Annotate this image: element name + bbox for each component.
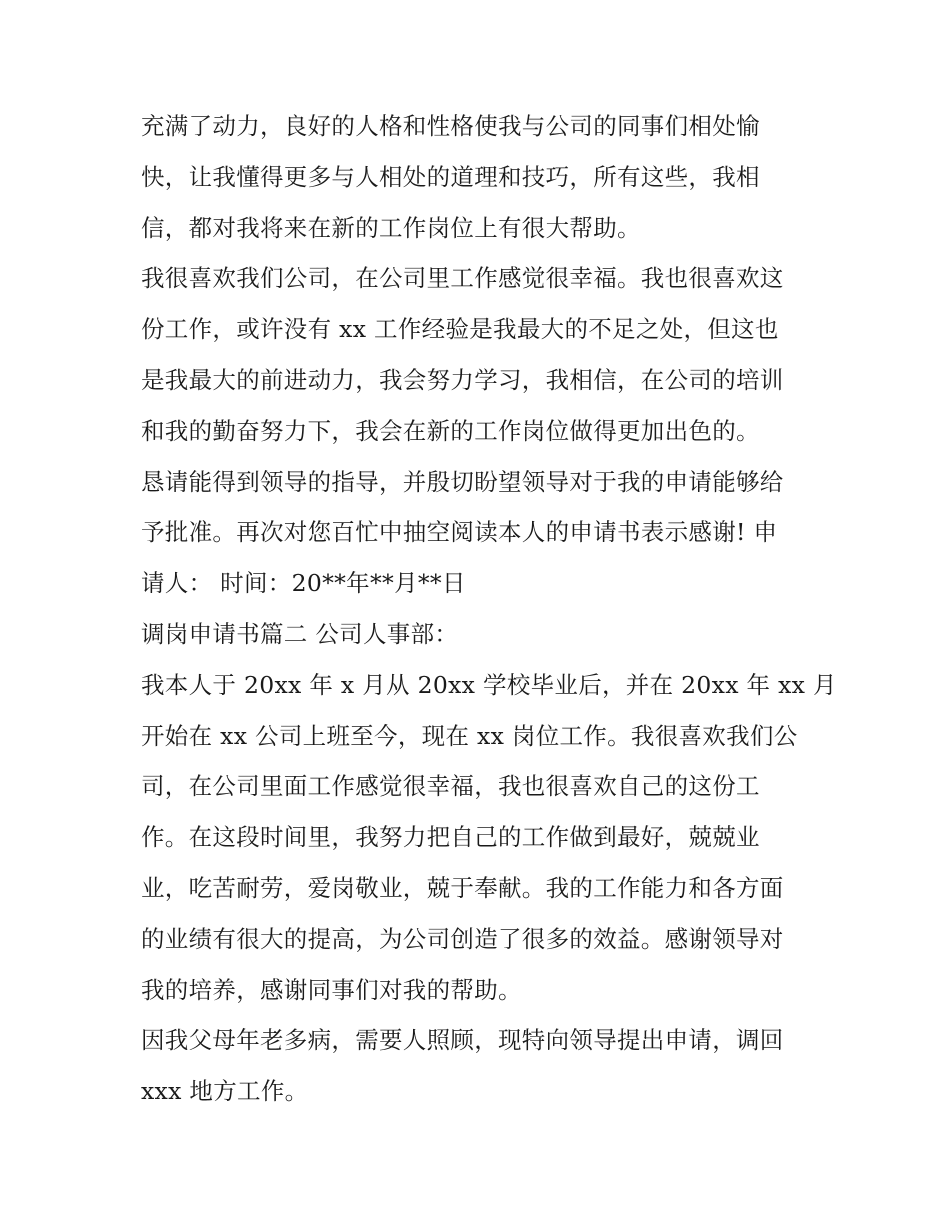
text-line: 恳请能得到领导的指导，并殷切盼望领导对于我的申请能够给 bbox=[141, 467, 784, 496]
section-heading: 调岗申请书篇二 公司人事部： bbox=[141, 619, 459, 648]
text-line: 司，在公司里面工作感觉很幸福，我也很喜欢自己的这份工 bbox=[141, 772, 760, 801]
signature-date-line: 请人： 时间：20**年**月**日 bbox=[141, 569, 466, 598]
text-line: xxx 地方工作。 bbox=[141, 1077, 309, 1106]
text-line: 我本人于 20xx 年 x 月从 20xx 学校毕业后，并在 20xx 年 xx 月 bbox=[141, 670, 837, 699]
text-line: 予批准。再次对您百忙中抽空阅读本人的申请书表示感谢! 申 bbox=[141, 518, 778, 547]
text-line: 信，都对我将来在新的工作岗位上有很大帮助。 bbox=[141, 213, 641, 242]
text-line: 份工作，或许没有 xx 工作经验是我最大的不足之处，但这也 bbox=[141, 315, 779, 344]
text-line: 和我的勤奋努力下，我会在新的工作岗位做得更加出色的。 bbox=[141, 416, 760, 445]
text-line: 我很喜欢我们公司，在公司里工作感觉很幸福。我也很喜欢这 bbox=[141, 264, 784, 293]
text-line: 作。在这段时间里，我努力把自己的工作做到最好，兢兢业 bbox=[141, 823, 760, 852]
text-line: 业，吃苦耐劳，爱岗敬业，兢于奉献。我的工作能力和各方面 bbox=[141, 873, 784, 902]
text-line: 开始在 xx 公司上班至今，现在 xx 岗位工作。我很喜欢我们公 bbox=[141, 721, 798, 750]
text-line: 的业绩有很大的提高，为公司创造了很多的效益。感谢领导对 bbox=[141, 924, 784, 953]
document-body bbox=[141, 101, 837, 1117]
text-line: 充满了动力，良好的人格和性格使我与公司的同事们相处愉 bbox=[141, 112, 760, 140]
text-line: 我的培养，感谢同事们对我的帮助。 bbox=[141, 975, 522, 1004]
text-line: 因我父母年老多病，需要人照顾，现特向领导提出申请，调回 bbox=[141, 1026, 784, 1055]
text-line: 是我最大的前进动力，我会努力学习，我相信，在公司的培训 bbox=[141, 365, 784, 394]
text-line: 快，让我懂得更多与人相处的道理和技巧，所有这些，我相 bbox=[141, 162, 760, 191]
